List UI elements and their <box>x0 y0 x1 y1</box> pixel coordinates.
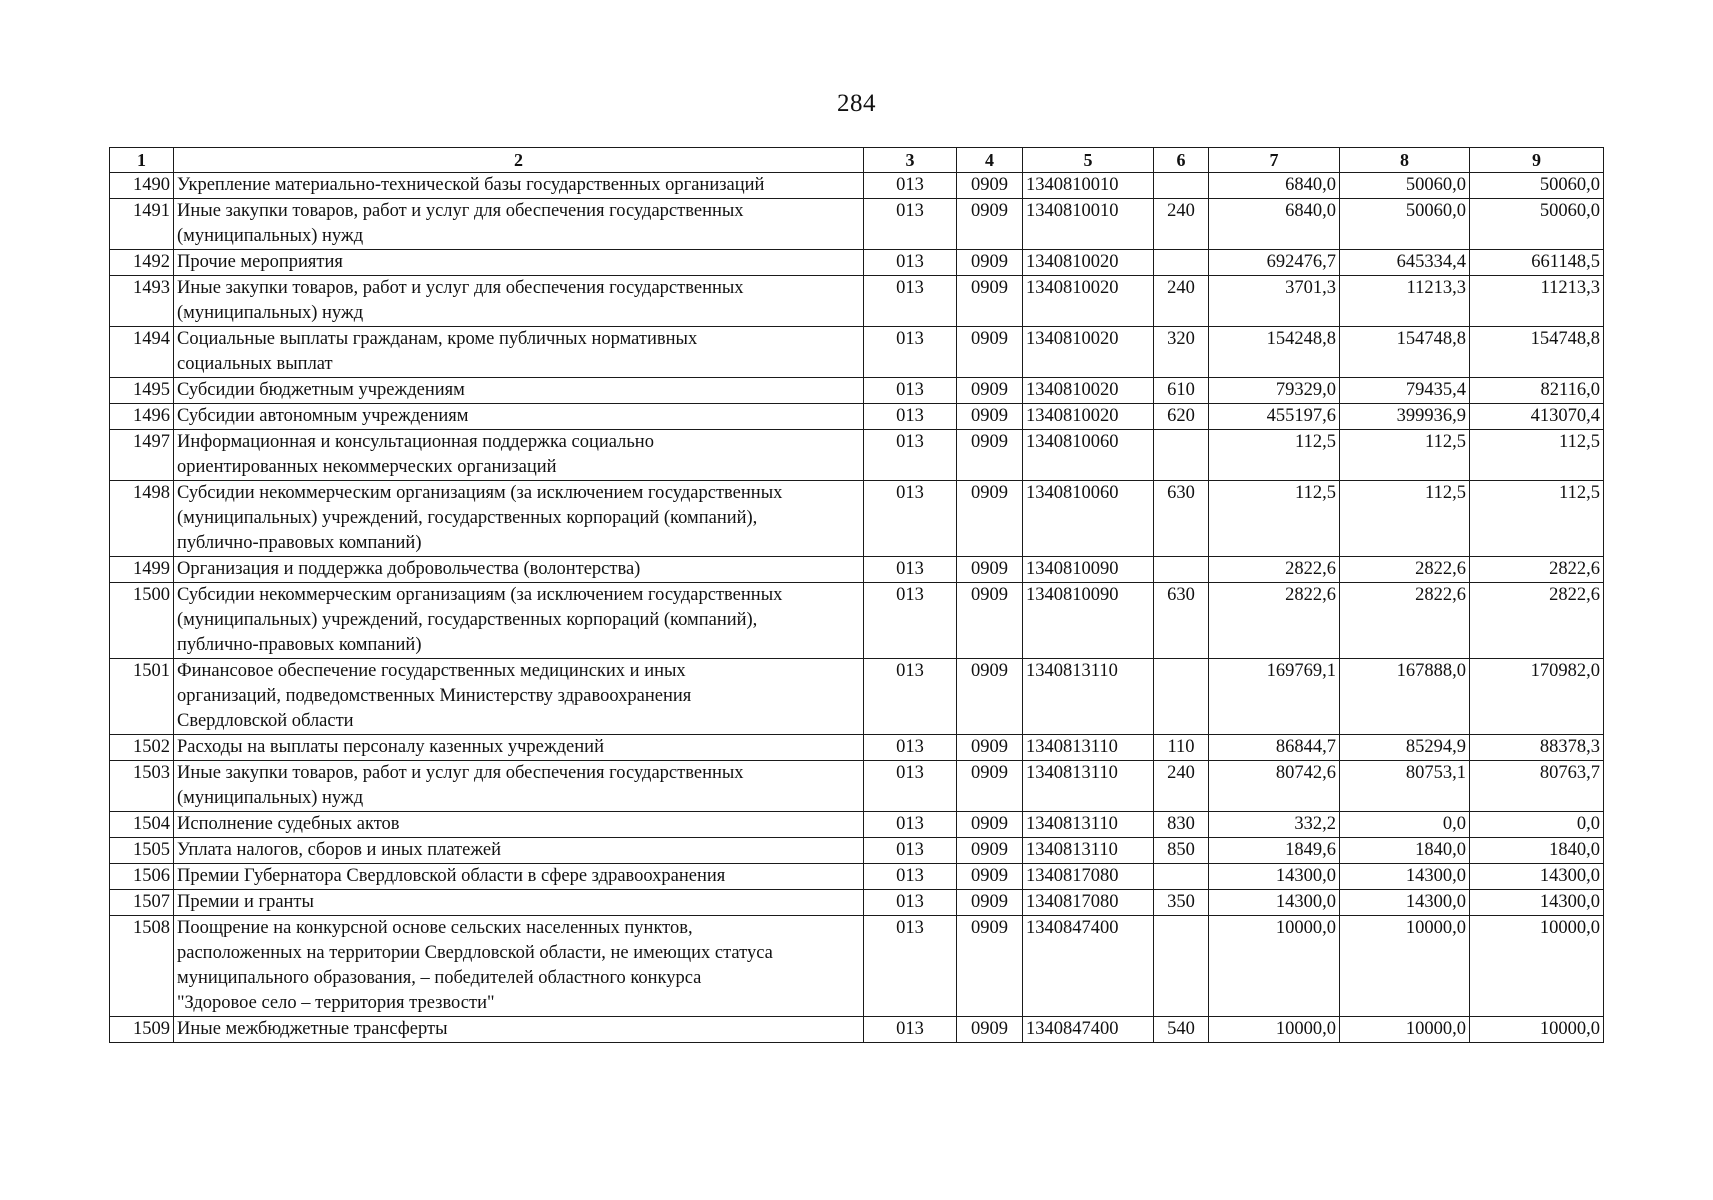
amount-cell-8: 0,0 <box>1340 812 1470 838</box>
amount-cell-9: 0,0 <box>1470 812 1604 838</box>
amount-cell-9: 80763,7 <box>1470 761 1604 812</box>
description-line: (муниципальных) нужд <box>177 226 364 246</box>
section-cell: 0909 <box>957 890 1023 916</box>
description-cell <box>174 557 864 583</box>
target-article-cell: 1340813110 <box>1023 812 1154 838</box>
expense-type-cell: 630 <box>1154 583 1209 659</box>
table-row <box>110 583 1604 659</box>
code-cell: 013 <box>864 378 957 404</box>
table-row <box>110 890 1604 916</box>
target-article-cell: 1340810090 <box>1023 557 1154 583</box>
expense-type-cell <box>1154 430 1209 481</box>
row-number-cell: 1496 <box>110 404 174 430</box>
description-cell <box>174 890 864 916</box>
target-article-cell: 1340810020 <box>1023 378 1154 404</box>
table-row <box>110 1017 1604 1043</box>
description-line: (муниципальных) учреждений, государственных корпораций (компаний), <box>177 610 758 630</box>
target-article-cell: 1340810020 <box>1023 327 1154 378</box>
row-number-cell: 1504 <box>110 812 174 838</box>
target-article-cell: 1340810020 <box>1023 276 1154 327</box>
amount-cell-7: 455197,6 <box>1209 404 1340 430</box>
table-row <box>110 199 1604 250</box>
amount-cell-9: 112,5 <box>1470 481 1604 557</box>
table-body <box>110 173 1604 1043</box>
expense-type-cell: 240 <box>1154 276 1209 327</box>
amount-cell-8: 10000,0 <box>1340 1017 1470 1043</box>
amount-cell-9: 10000,0 <box>1470 1017 1604 1043</box>
description-line: Субсидии некоммерческим организациям (за исключением государственных <box>177 585 783 605</box>
row-number-cell: 1497 <box>110 430 174 481</box>
expense-type-cell: 830 <box>1154 812 1209 838</box>
amount-cell-7: 692476,7 <box>1209 250 1340 276</box>
expense-type-cell: 610 <box>1154 378 1209 404</box>
target-article-cell: 1340813110 <box>1023 838 1154 864</box>
amount-cell-8: 79435,4 <box>1340 378 1470 404</box>
table-row <box>110 327 1604 378</box>
description-line: ориентированных некоммерческих организаций <box>177 457 557 477</box>
amount-cell-8: 80753,1 <box>1340 761 1470 812</box>
expense-type-cell <box>1154 173 1209 199</box>
description-cell <box>174 276 864 327</box>
target-article-cell: 1340810060 <box>1023 430 1154 481</box>
code-cell: 013 <box>864 199 957 250</box>
expense-type-cell: 620 <box>1154 404 1209 430</box>
amount-cell-9: 154748,8 <box>1470 327 1604 378</box>
target-article-cell: 1340813110 <box>1023 761 1154 812</box>
description-line: Финансовое обеспечение государственных медицинских и иных <box>177 661 686 681</box>
table-row <box>110 404 1604 430</box>
row-number-cell: 1490 <box>110 173 174 199</box>
row-number-cell: 1500 <box>110 583 174 659</box>
description-cell <box>174 404 864 430</box>
target-article-cell: 1340847400 <box>1023 1017 1154 1043</box>
amount-cell-7: 14300,0 <box>1209 864 1340 890</box>
amount-cell-9: 10000,0 <box>1470 916 1604 1017</box>
amount-cell-8: 50060,0 <box>1340 199 1470 250</box>
section-cell: 0909 <box>957 173 1023 199</box>
row-number-cell: 1491 <box>110 199 174 250</box>
section-cell: 0909 <box>957 838 1023 864</box>
amount-cell-8: 14300,0 <box>1340 890 1470 916</box>
expense-type-cell <box>1154 557 1209 583</box>
amount-cell-7: 154248,8 <box>1209 327 1340 378</box>
code-cell: 013 <box>864 481 957 557</box>
amount-cell-9: 14300,0 <box>1470 890 1604 916</box>
section-cell: 0909 <box>957 916 1023 1017</box>
code-cell: 013 <box>864 276 957 327</box>
description-line: социальных выплат <box>177 354 333 374</box>
target-article-cell: 1340810090 <box>1023 583 1154 659</box>
expense-type-cell: 110 <box>1154 735 1209 761</box>
column-header: 6 <box>1154 148 1209 173</box>
amount-cell-8: 14300,0 <box>1340 864 1470 890</box>
target-article-cell: 1340817080 <box>1023 890 1154 916</box>
target-article-cell: 1340810020 <box>1023 404 1154 430</box>
row-number-cell: 1493 <box>110 276 174 327</box>
description-cell <box>174 838 864 864</box>
amount-cell-8: 10000,0 <box>1340 916 1470 1017</box>
expense-type-cell <box>1154 250 1209 276</box>
description-line: Прочие мероприятия <box>177 252 343 272</box>
column-header: 2 <box>174 148 864 173</box>
section-cell: 0909 <box>957 430 1023 481</box>
description-line: Укрепление материально-технической базы государственных организаций <box>177 175 765 195</box>
code-cell: 013 <box>864 173 957 199</box>
amount-cell-9: 661148,5 <box>1470 250 1604 276</box>
description-line: Субсидии бюджетным учреждениям <box>177 380 465 400</box>
amount-cell-7: 79329,0 <box>1209 378 1340 404</box>
target-article-cell: 1340813110 <box>1023 735 1154 761</box>
description-line: Премии и гранты <box>177 892 314 912</box>
code-cell: 013 <box>864 250 957 276</box>
amount-cell-9: 14300,0 <box>1470 864 1604 890</box>
amount-cell-7: 112,5 <box>1209 481 1340 557</box>
description-cell <box>174 735 864 761</box>
table-row <box>110 481 1604 557</box>
code-cell: 013 <box>864 404 957 430</box>
amount-cell-8: 1840,0 <box>1340 838 1470 864</box>
amount-cell-7: 3701,3 <box>1209 276 1340 327</box>
description-line: (муниципальных) нужд <box>177 788 364 808</box>
code-cell: 013 <box>864 838 957 864</box>
description-line: Свердловской области <box>177 711 354 731</box>
description-cell <box>174 761 864 812</box>
expense-type-cell: 240 <box>1154 761 1209 812</box>
table-row <box>110 864 1604 890</box>
amount-cell-9: 82116,0 <box>1470 378 1604 404</box>
description-line: Поощрение на конкурсной основе сельских населенных пунктов, <box>177 918 693 938</box>
expense-type-cell <box>1154 659 1209 735</box>
section-cell: 0909 <box>957 404 1023 430</box>
section-cell: 0909 <box>957 864 1023 890</box>
section-cell: 0909 <box>957 1017 1023 1043</box>
expense-type-cell: 320 <box>1154 327 1209 378</box>
amount-cell-7: 332,2 <box>1209 812 1340 838</box>
amount-cell-8: 112,5 <box>1340 430 1470 481</box>
amount-cell-7: 1849,6 <box>1209 838 1340 864</box>
table-row <box>110 276 1604 327</box>
description-line: расположенных на территории Свердловской области, не имеющих статуса <box>177 943 773 963</box>
amount-cell-9: 50060,0 <box>1470 199 1604 250</box>
amount-cell-8: 112,5 <box>1340 481 1470 557</box>
amount-cell-8: 2822,6 <box>1340 557 1470 583</box>
expense-type-cell: 240 <box>1154 199 1209 250</box>
row-number-cell: 1501 <box>110 659 174 735</box>
row-number-cell: 1506 <box>110 864 174 890</box>
description-line: Иные закупки товаров, работ и услуг для обеспечения государственных <box>177 763 744 783</box>
amount-cell-8: 645334,4 <box>1340 250 1470 276</box>
table-row <box>110 812 1604 838</box>
amount-cell-9: 2822,6 <box>1470 583 1604 659</box>
description-line: Исполнение судебных актов <box>177 814 400 834</box>
code-cell: 013 <box>864 327 957 378</box>
description-line: Социальные выплаты гражданам, кроме публичных нормативных <box>177 329 698 349</box>
amount-cell-7: 169769,1 <box>1209 659 1340 735</box>
amount-cell-9: 170982,0 <box>1470 659 1604 735</box>
code-cell: 013 <box>864 430 957 481</box>
description-cell <box>174 378 864 404</box>
section-cell: 0909 <box>957 378 1023 404</box>
expense-type-cell <box>1154 864 1209 890</box>
page-number: 284 <box>837 90 876 117</box>
section-cell: 0909 <box>957 276 1023 327</box>
amount-cell-9: 11213,3 <box>1470 276 1604 327</box>
amount-cell-7: 14300,0 <box>1209 890 1340 916</box>
column-header: 5 <box>1023 148 1154 173</box>
row-number-cell: 1505 <box>110 838 174 864</box>
section-cell: 0909 <box>957 557 1023 583</box>
section-cell: 0909 <box>957 735 1023 761</box>
code-cell: 013 <box>864 583 957 659</box>
description-cell <box>174 916 864 1017</box>
amount-cell-7: 2822,6 <box>1209 583 1340 659</box>
description-cell <box>174 250 864 276</box>
column-header: 9 <box>1470 148 1604 173</box>
amount-cell-8: 2822,6 <box>1340 583 1470 659</box>
description-line: (муниципальных) учреждений, государственных корпораций (компаний), <box>177 508 758 528</box>
row-number-cell: 1492 <box>110 250 174 276</box>
description-line: Иные закупки товаров, работ и услуг для обеспечения государственных <box>177 201 744 221</box>
row-number-cell: 1502 <box>110 735 174 761</box>
amount-cell-8: 11213,3 <box>1340 276 1470 327</box>
amount-cell-9: 413070,4 <box>1470 404 1604 430</box>
amount-cell-7: 6840,0 <box>1209 199 1340 250</box>
description-cell <box>174 583 864 659</box>
amount-cell-8: 399936,9 <box>1340 404 1470 430</box>
description-line: "Здоровое село – территория трезвости" <box>177 993 495 1013</box>
table-row <box>110 735 1604 761</box>
column-header: 3 <box>864 148 957 173</box>
column-header: 1 <box>110 148 174 173</box>
section-cell: 0909 <box>957 250 1023 276</box>
amount-cell-8: 85294,9 <box>1340 735 1470 761</box>
description-line: Иные межбюджетные трансферты <box>177 1019 448 1039</box>
target-article-cell: 1340817080 <box>1023 864 1154 890</box>
target-article-cell: 1340810010 <box>1023 199 1154 250</box>
table-row <box>110 173 1604 199</box>
row-number-cell: 1503 <box>110 761 174 812</box>
amount-cell-9: 1840,0 <box>1470 838 1604 864</box>
description-line: Расходы на выплаты персоналу казенных учреждений <box>177 737 604 757</box>
description-cell <box>174 327 864 378</box>
description-cell <box>174 659 864 735</box>
amount-cell-7: 80742,6 <box>1209 761 1340 812</box>
expense-type-cell: 630 <box>1154 481 1209 557</box>
row-number-cell: 1494 <box>110 327 174 378</box>
amount-cell-7: 86844,7 <box>1209 735 1340 761</box>
description-line: Уплата налогов, сборов и иных платежей <box>177 840 502 860</box>
table-row <box>110 838 1604 864</box>
expense-type-cell: 540 <box>1154 1017 1209 1043</box>
row-number-cell: 1495 <box>110 378 174 404</box>
row-number-cell: 1508 <box>110 916 174 1017</box>
description-line: Организация и поддержка добровольчества (волонтерства) <box>177 559 641 579</box>
description-line: муниципального образования, – победителей областного конкурса <box>177 968 702 988</box>
description-cell <box>174 864 864 890</box>
amount-cell-8: 154748,8 <box>1340 327 1470 378</box>
code-cell: 013 <box>864 735 957 761</box>
amount-cell-7: 10000,0 <box>1209 916 1340 1017</box>
section-cell: 0909 <box>957 481 1023 557</box>
description-line: Премии Губернатора Свердловской области в сфере здравоохранения <box>177 866 726 886</box>
description-line: организаций, подведомственных Министерству здравоохранения <box>177 686 692 706</box>
expense-type-cell: 350 <box>1154 890 1209 916</box>
section-cell: 0909 <box>957 327 1023 378</box>
column-header: 8 <box>1340 148 1470 173</box>
amount-cell-7: 112,5 <box>1209 430 1340 481</box>
table-row <box>110 916 1604 1017</box>
target-article-cell: 1340847400 <box>1023 916 1154 1017</box>
code-cell: 013 <box>864 864 957 890</box>
table-row <box>110 557 1604 583</box>
description-line: (муниципальных) нужд <box>177 303 364 323</box>
row-number-cell: 1498 <box>110 481 174 557</box>
description-cell <box>174 199 864 250</box>
description-cell <box>174 481 864 557</box>
amount-cell-7: 10000,0 <box>1209 1017 1340 1043</box>
amount-cell-9: 50060,0 <box>1470 173 1604 199</box>
amount-cell-8: 50060,0 <box>1340 173 1470 199</box>
expense-type-cell <box>1154 916 1209 1017</box>
table-row <box>110 761 1604 812</box>
section-cell: 0909 <box>957 659 1023 735</box>
code-cell: 013 <box>864 659 957 735</box>
code-cell: 013 <box>864 761 957 812</box>
description-line: Субсидии автономным учреждениям <box>177 406 469 426</box>
description-line: Информационная и консультационная поддержка социально <box>177 432 654 452</box>
row-number-cell: 1509 <box>110 1017 174 1043</box>
table-row <box>110 378 1604 404</box>
amount-cell-9: 88378,3 <box>1470 735 1604 761</box>
section-cell: 0909 <box>957 199 1023 250</box>
section-cell: 0909 <box>957 583 1023 659</box>
code-cell: 013 <box>864 890 957 916</box>
target-article-cell: 1340810010 <box>1023 173 1154 199</box>
target-article-cell: 1340813110 <box>1023 659 1154 735</box>
code-cell: 013 <box>864 1017 957 1043</box>
target-article-cell: 1340810060 <box>1023 481 1154 557</box>
description-cell <box>174 812 864 838</box>
table-row <box>110 250 1604 276</box>
description-cell <box>174 430 864 481</box>
amount-cell-7: 2822,6 <box>1209 557 1340 583</box>
description-line: публично-правовых компаний) <box>177 635 422 655</box>
column-header: 4 <box>957 148 1023 173</box>
budget-table <box>109 147 1604 1043</box>
description-line: публично-правовых компаний) <box>177 533 422 553</box>
description-line: Субсидии некоммерческим организациям (за исключением государственных <box>177 483 783 503</box>
table-row <box>110 430 1604 481</box>
section-cell: 0909 <box>957 761 1023 812</box>
row-number-cell: 1507 <box>110 890 174 916</box>
section-cell: 0909 <box>957 812 1023 838</box>
column-header: 7 <box>1209 148 1340 173</box>
amount-cell-9: 2822,6 <box>1470 557 1604 583</box>
table-row <box>110 659 1604 735</box>
code-cell: 013 <box>864 557 957 583</box>
description-cell <box>174 173 864 199</box>
amount-cell-9: 112,5 <box>1470 430 1604 481</box>
code-cell: 013 <box>864 812 957 838</box>
expense-type-cell: 850 <box>1154 838 1209 864</box>
row-number-cell: 1499 <box>110 557 174 583</box>
code-cell: 013 <box>864 916 957 1017</box>
description-line: Иные закупки товаров, работ и услуг для обеспечения государственных <box>177 278 744 298</box>
amount-cell-7: 6840,0 <box>1209 173 1340 199</box>
description-cell <box>174 1017 864 1043</box>
target-article-cell: 1340810020 <box>1023 250 1154 276</box>
header-row <box>110 148 1604 173</box>
amount-cell-8: 167888,0 <box>1340 659 1470 735</box>
